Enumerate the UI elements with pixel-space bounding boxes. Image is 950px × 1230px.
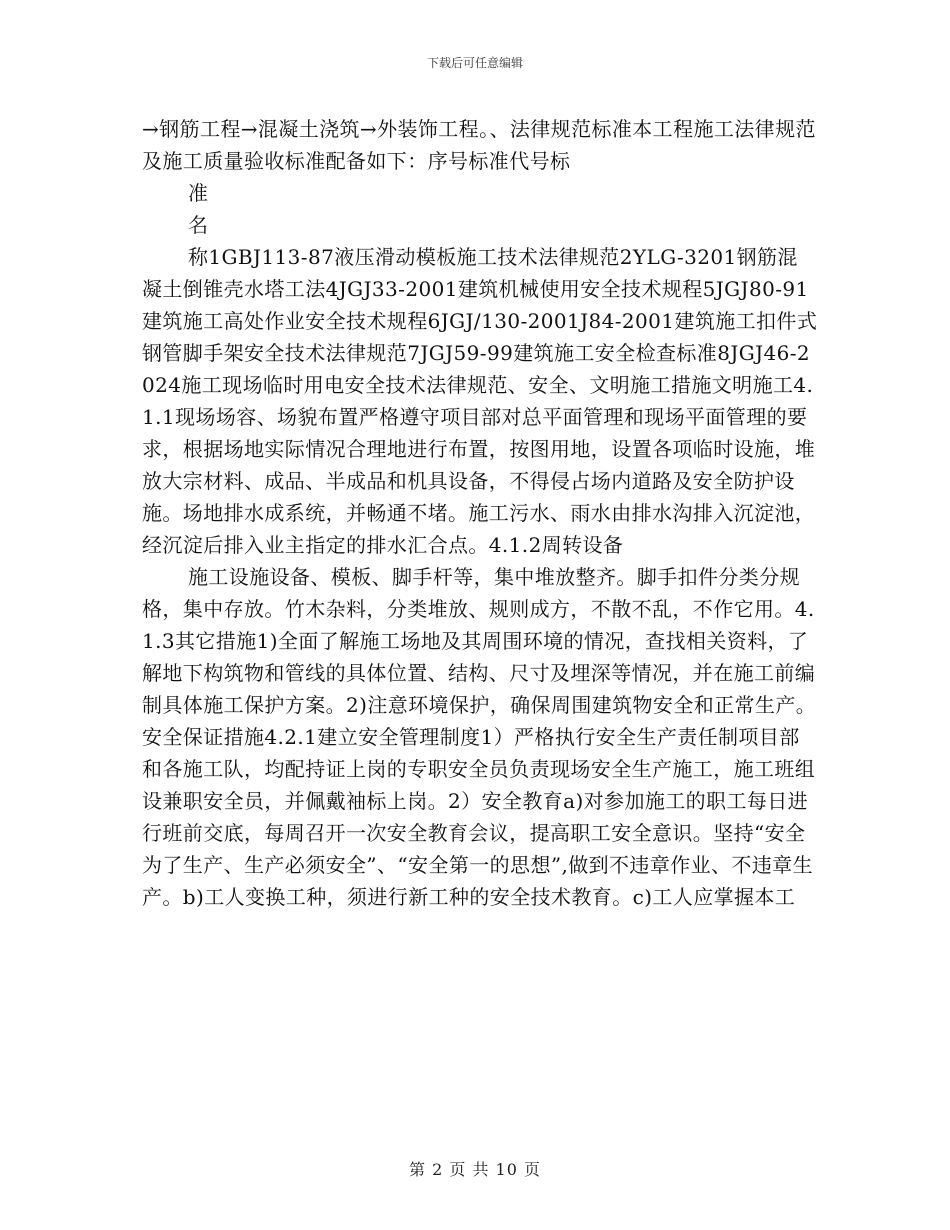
- paragraph-5: 施工设施设备、模板、脚手杆等，集中堆放整齐。脚手扣件分类分规格，集中存放。竹木杂料，分类堆放、规则成方，不散不乱，不作它用。4.1.3其它措施1)全面了解施工场地及其周围环境的情况，查找相关资料，了解地下构筑物和管线的具体位置、结构、尺寸及埋深等情况，并在施工前编制具体施工保护方案。2)注意环境保护，确保周围建筑物安全和正常生产。安全保证措施4.2.1建立安全管理制度1）严格执行安全生产责任制项目部和各施工队，均配持证上岗的专职安全员负责现场安全生产施工，施工班组设兼职安全员，并佩戴袖标上岗。2）安全教育a)对参加施工的职工每日进行班前交底，每周召开一次安全教育会议，提高职工安全意识。坚持“安全为了生产、生产必须安全”、“安全第一的思想”,做到不违章作业、不违章生产。b)工人变换工种，须进行新工种的安全技术教育。c)工人应掌握本工: [142, 565, 817, 909]
- paragraph-4: 称1GBJ113-87液压滑动模板施工技术法律规范2YLG-3201钢筋混凝土倒锥壳水塔工法4JGJ33-2001建筑机械使用安全技术规程5JGJ80-91建筑施工高处作业安全技术规程6JGJ/130-2001J84-2001建筑施工扣件式钢管脚手架安全技术法律规范7JGJ59-99建筑施工安全检查标准8JGJ46-2024施工现场临时用电安全技术法律规范、安全、文明施工措施文明施工4.1.1现场场容、场貌布置严格遵守项目部对总平面管理和现场平面管理的要求，根据场地实际情况合理地进行布置，按图用地，设置各项临时设施，堆放大宗材料、成品、半成品和机具设备，不得侵占场内道路及安全防护设施。场地排水成系统，并畅通不堵。施工污水、雨水由排水沟排入沉淀池，经沉淀后排入业主指定的排水汇合点。4.1.2周转设备: [142, 245, 818, 557]
- page-number-footer: 第 2 页 共 10 页: [409, 1160, 541, 1179]
- paragraph-2: 准: [188, 181, 209, 205]
- page-header-note: 下载后可任意编辑: [426, 56, 523, 70]
- paragraph-1: →钢筋工程→混凝土浇筑→外装饰工程。、法律规范标准本工程施工法律规范及施工质量验收标准配备如下：序号标准代号标: [142, 117, 816, 173]
- document-body: [142, 113, 818, 913]
- paragraph-3: 名: [188, 213, 209, 237]
